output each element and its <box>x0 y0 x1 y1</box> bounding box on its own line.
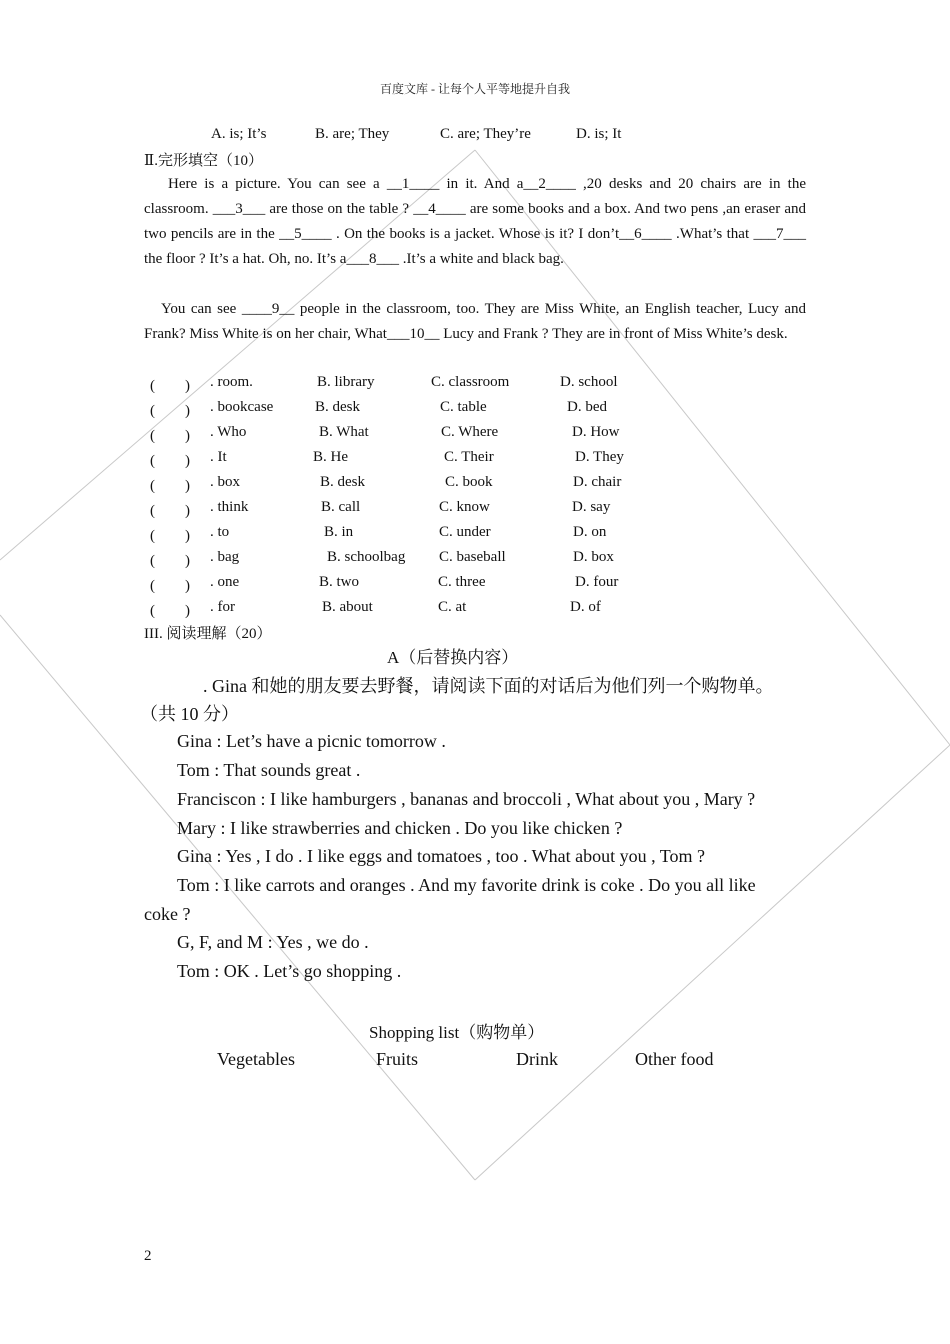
option-b: B. He <box>313 449 348 465</box>
shopping-list-title: Shopping list（购物单） <box>369 1023 545 1042</box>
option-d: D. of <box>570 599 601 615</box>
dialogue-line: Mary : I like strawberries and chicken . Do you like chicken ? <box>177 818 623 838</box>
option-a: . box <box>210 474 240 490</box>
option-d: D. on <box>573 524 607 540</box>
option-b: B. desk <box>315 399 360 415</box>
option-b: B. about <box>322 599 373 615</box>
option-a: . Who <box>210 424 247 440</box>
option-b: B. schoolbag <box>327 549 406 565</box>
answer-blank[interactable]: ( ) <box>150 428 190 444</box>
answer-blank[interactable]: ( ) <box>150 478 190 494</box>
option-c: C. know <box>439 499 490 515</box>
section-2-title: Ⅱ.完形填空（10） <box>144 153 263 169</box>
section-3-title: III. 阅读理解（20） <box>144 626 272 642</box>
option-c: C. Where <box>441 424 499 440</box>
answer-blank[interactable]: ( ) <box>150 553 190 569</box>
option-a: . think <box>210 499 249 515</box>
option-c: C. baseball <box>439 549 506 565</box>
option-c: C. Their <box>444 449 494 465</box>
answer-blank[interactable]: ( ) <box>150 503 190 519</box>
dialogue-line: Tom : OK . Let’s go shopping . <box>177 961 402 981</box>
cloze-paragraph-1 <box>144 172 806 272</box>
option-b: B. two <box>319 574 360 590</box>
answer-blank[interactable]: ( ) <box>150 378 190 394</box>
answer-blank[interactable]: ( ) <box>150 603 190 619</box>
dialogue-line: G, F, and M : Yes , we do . <box>177 932 369 952</box>
page-header: 百度文库 - 让每个人平等地提升自我 <box>380 82 570 96</box>
option-c: C. are; They’re <box>440 126 531 142</box>
option-a: . one <box>210 574 240 590</box>
option-c: C. at <box>438 599 467 615</box>
cloze-paragraph-2 <box>144 297 806 347</box>
answer-blank[interactable]: ( ) <box>150 578 190 594</box>
cloze-text-2: You can see ____9__ people in the classroom, too. They are Miss White, an English teacher, Lucy and Frank? Miss White is on her chair, What___10__ Lucy and Frank ? They are in front of Miss White’s desk. <box>144 301 806 342</box>
option-a: . for <box>210 599 235 615</box>
column-vegetables: Vegetables <box>217 1049 295 1069</box>
dialogue-line: Franciscon : I like hamburgers , bananas and broccoli , What about you , Mary ? <box>177 789 756 809</box>
option-c: C. three <box>438 574 486 590</box>
option-b: B. are; They <box>315 126 390 142</box>
option-a: . bag <box>210 549 240 565</box>
option-d: D. How <box>572 424 620 440</box>
option-c: C. table <box>440 399 487 415</box>
option-c: C. under <box>439 524 491 540</box>
answer-blank[interactable]: ( ) <box>150 403 190 419</box>
dialogue-line: Tom : That sounds great . <box>177 760 361 780</box>
option-d: D. say <box>572 499 611 515</box>
option-b: B. call <box>321 499 361 515</box>
option-c: C. classroom <box>431 374 510 390</box>
option-d: D. bed <box>567 399 607 415</box>
instruction-line-2: （共 10 分） <box>140 704 239 724</box>
option-b: B. What <box>319 424 369 440</box>
answer-blank[interactable]: ( ) <box>150 528 190 544</box>
page-number: 2 <box>144 1248 152 1264</box>
column-drink: Drink <box>516 1049 558 1069</box>
dialogue-line: Gina : Yes , I do . I like eggs and tomatoes , too . What about you , Tom ? <box>177 846 706 866</box>
instruction-line-1: . Gina 和她的朋友要去野餐，请阅读下面的对话后为他们列一个购物单。 <box>203 676 774 696</box>
option-a: . bookcase <box>210 399 274 415</box>
option-b: B. desk <box>320 474 365 490</box>
option-a: . It <box>210 449 227 465</box>
option-d: D. is; It <box>576 126 622 142</box>
option-a: . room. <box>210 374 253 390</box>
option-a: A. is; It’s <box>211 126 267 142</box>
option-d: D. four <box>575 574 619 590</box>
option-a: . to <box>210 524 230 540</box>
column-fruits: Fruits <box>376 1049 419 1069</box>
option-b: B. library <box>317 374 375 390</box>
option-d: D. box <box>573 549 614 565</box>
option-d: D. school <box>560 374 618 390</box>
dialogue-line: Tom : I like carrots and oranges . And my favorite drink is coke . Do you all like <box>177 875 756 895</box>
option-c: C. book <box>445 474 493 490</box>
dialogue-line: Gina : Let’s have a picnic tomorrow . <box>177 731 446 751</box>
option-b: B. in <box>324 524 354 540</box>
option-d: D. They <box>575 449 624 465</box>
column-other-food: Other food <box>635 1049 714 1069</box>
cloze-text-1: Here is a picture. You can see a __1____ in it. And a__2____ ,20 desks and 20 chairs are in the classroom. ___3___ are those on the table ? __4____ are some books and a box. And two pens ,an eraser and two pencils are in the __5____ . On the books is a jacket. Whose is it? I don’t__6____ .What’s that ___7___ the floor ? It’s a hat. Oh, no. It’s a___8___ .It’s a white and black bag. <box>144 176 806 267</box>
dialogue-line: coke ? <box>144 904 191 924</box>
answer-blank[interactable]: ( ) <box>150 453 190 469</box>
option-d: D. chair <box>573 474 622 490</box>
subsection-a-title: A（后替换内容） <box>387 648 519 667</box>
